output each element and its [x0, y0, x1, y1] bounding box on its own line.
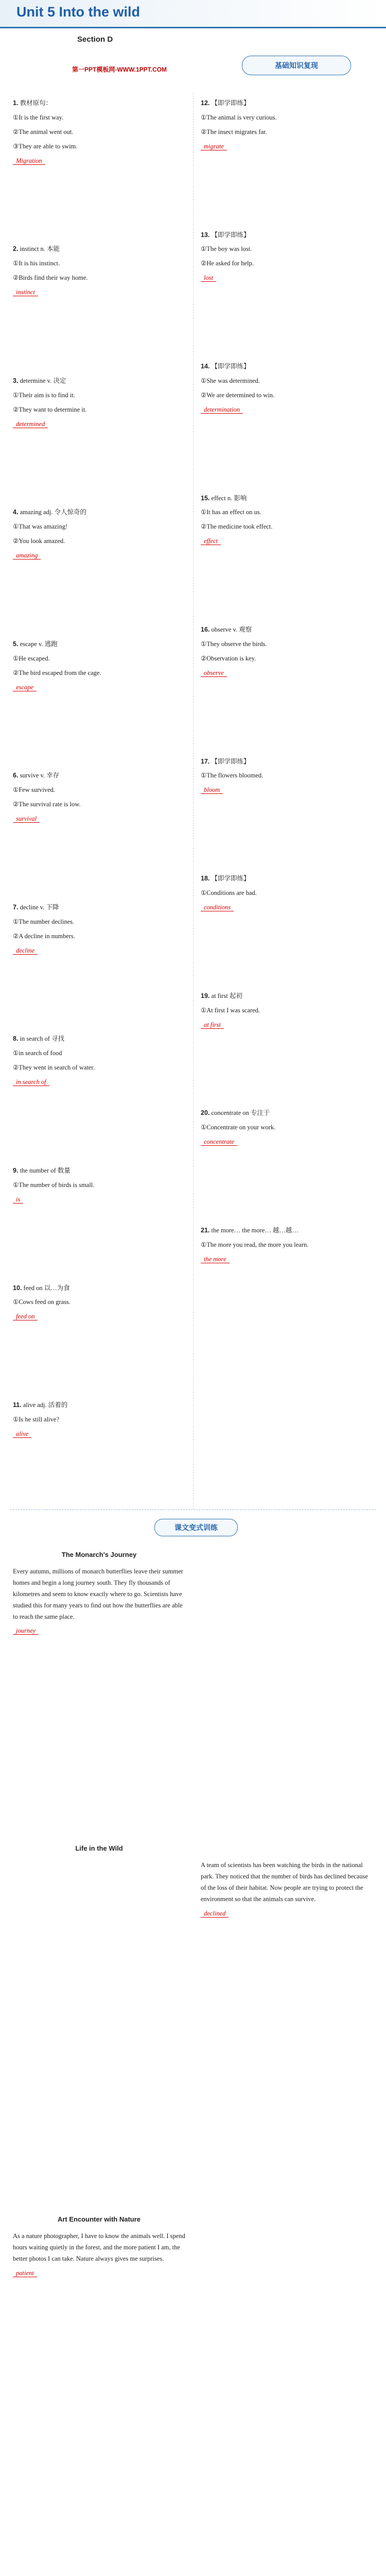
example-line: ①It is the first way.	[13, 113, 64, 121]
answer-line	[201, 1020, 373, 1031]
answer-blank: patient	[13, 2269, 37, 2277]
item-heading: the number of 数量	[20, 1166, 71, 1174]
vocab-item	[201, 1225, 373, 1265]
item-number: 18.	[201, 875, 210, 883]
vocab-item	[13, 639, 185, 693]
answer-blank: Migration	[13, 157, 45, 165]
vocab-item	[13, 770, 185, 825]
example-line: ②The medicine took effect.	[201, 523, 273, 531]
vocab-head	[201, 361, 373, 372]
answer-line	[201, 536, 373, 547]
answer-line	[13, 550, 185, 562]
item-number: 19.	[201, 992, 210, 999]
answer-line	[13, 682, 185, 693]
vocab-item	[201, 991, 373, 1031]
answer-blank: journey	[13, 1627, 39, 1635]
example-line: ①The animal is very curious.	[201, 113, 277, 121]
vocab-item	[201, 624, 373, 679]
item-number: 20.	[201, 1109, 210, 1117]
item-number: 14.	[201, 363, 210, 370]
answer-blank: determination	[201, 406, 243, 414]
example-line: ①It is his instinct.	[13, 260, 60, 267]
example-line: ②Observation is key.	[201, 654, 256, 662]
item-number: 3.	[13, 377, 19, 384]
item-heading: the more… the more… 越…越…	[211, 1227, 299, 1234]
example-line: ①The number declines.	[13, 918, 75, 925]
vocab-item	[201, 230, 373, 284]
item-number: 8.	[13, 1035, 19, 1043]
example-line: ②Birds find their way home.	[13, 274, 88, 282]
item-heading: 【即学即练】	[211, 875, 250, 883]
vocab-item	[13, 244, 185, 298]
answer-line	[201, 141, 373, 152]
answer-line	[13, 1311, 185, 1323]
vocab-item	[201, 1108, 373, 1148]
answer-blank: the more	[201, 1256, 230, 1263]
vocab-head	[13, 1283, 185, 1294]
vocab-item	[13, 1165, 185, 1206]
answer-line	[201, 1254, 373, 1265]
vocab-item	[201, 493, 373, 548]
item-heading: 【即学即练】	[211, 99, 250, 107]
answer-line	[201, 785, 373, 796]
vocab-head	[201, 493, 373, 504]
example-line: ③They are able to swim.	[13, 142, 78, 150]
item-number: 15.	[201, 494, 210, 502]
answer-blank: effect	[201, 537, 221, 545]
item-number: 2.	[13, 245, 19, 253]
example-line: ①Few survived.	[13, 786, 56, 794]
vocab-head	[13, 902, 185, 913]
answer-line	[13, 1194, 185, 1206]
example-line: ①The more you read, the more you learn.	[201, 1241, 309, 1248]
answer-blank: escape	[13, 684, 37, 691]
example-line: ①Concentrate on your work.	[201, 1124, 276, 1131]
vocab-item	[13, 1033, 185, 1088]
site-link[interactable]: 第一PPT模板网-WWW.1PPT.COM	[72, 66, 167, 73]
answer-line	[201, 902, 373, 913]
item-number: 17.	[201, 757, 210, 765]
item-heading: effect n. 影响	[211, 494, 247, 502]
item-number: 1.	[13, 99, 19, 107]
answer-line	[13, 419, 185, 430]
item-number: 5.	[13, 640, 19, 648]
example-line: ①Is he still alive?	[13, 1416, 60, 1423]
vocab-head	[201, 230, 373, 241]
example-line: ②They went in search of water.	[13, 1064, 95, 1072]
example-line: ①It has an effect on us.	[201, 509, 261, 516]
vocab-head	[13, 770, 185, 782]
item-heading: in search of 寻找	[20, 1035, 64, 1043]
item-number: 16.	[201, 626, 210, 633]
practice-pill: 课文变式训练	[154, 1519, 238, 1536]
item-number: 4.	[13, 509, 19, 516]
passage-body	[13, 1566, 185, 1637]
right-column	[201, 98, 373, 1343]
answer-blank: in search of	[13, 1078, 49, 1086]
answer-blank: concentrate	[201, 1138, 237, 1146]
answer-line	[201, 273, 373, 284]
example-line: ①She was determined.	[201, 377, 260, 384]
vocab-item	[13, 1400, 185, 1440]
answer-line	[13, 287, 185, 298]
passage-text: Every autumn, millions of monarch butterflies leave their summer homes and begin a long journey south. They fly thousands of kilometres and seem to know exactly where to go. Scientists have studied this for many years to find out how the butterflies are able to reach the same place.	[13, 1568, 183, 1620]
vocab-item	[201, 756, 373, 796]
passage-body	[13, 2231, 185, 2279]
answer-line	[13, 814, 185, 825]
item-heading: alive adj. 活着的	[23, 1401, 68, 1409]
answer-line	[13, 156, 185, 167]
section-label: Section D	[77, 35, 113, 44]
answer-line	[201, 668, 373, 679]
example-line: ①The flowers bloomed.	[201, 772, 264, 779]
answer-blank: lost	[201, 274, 216, 282]
vocab-head	[13, 1033, 185, 1045]
item-heading: survive v. 幸存	[20, 772, 60, 779]
item-number: 12.	[201, 99, 210, 107]
vocab-head	[201, 98, 373, 109]
header	[0, 0, 386, 88]
answer-blank: migrate	[201, 143, 227, 150]
example-line: ①The boy was lost.	[201, 245, 252, 253]
vocab-item	[201, 361, 373, 416]
item-heading: 【即学即练】	[211, 231, 250, 239]
left-column	[13, 98, 185, 1517]
example-line: ①Cows feed on grass.	[13, 1298, 71, 1306]
example-line: ①The number of birds is small.	[13, 1181, 95, 1189]
passage-title: Art Encounter with Nature	[57, 2215, 141, 2223]
answer-blank: amazing	[13, 552, 41, 560]
example-line: ②He asked for help.	[201, 260, 254, 267]
vocab-head	[201, 991, 373, 1002]
answer-blank: feed on	[13, 1313, 38, 1320]
vocab-item	[13, 1283, 185, 1323]
item-number: 6.	[13, 772, 19, 779]
item-heading: at first 起初	[211, 992, 242, 999]
vocab-head	[201, 624, 373, 636]
example-line: ①He escaped.	[13, 654, 50, 662]
column-divider	[193, 93, 194, 1510]
answer-blank: instinct	[13, 289, 38, 296]
example-line: ②We are determined to win.	[201, 391, 275, 399]
example-line: ②The insect migrates far.	[201, 128, 267, 135]
vocab-item	[13, 902, 185, 957]
vocab-head	[201, 1225, 373, 1236]
item-heading: 教材原句：	[20, 99, 52, 107]
example-line: ①in search of food	[13, 1049, 62, 1057]
section-pill: 基础知识复现	[242, 56, 351, 75]
answer-blank: observe	[201, 669, 227, 677]
example-line: ①At first I was scared.	[201, 1006, 260, 1014]
answer-blank: bloom	[201, 786, 223, 794]
vocab-item	[13, 98, 185, 166]
item-heading: 【即学即练】	[211, 363, 250, 370]
passage-text: As a nature photographer, I have to know the animals well. I spend hours waiting quietly in the forest, and the more patient I am, the better photos I can take. Nature always gives me surprises.	[13, 2232, 185, 2262]
item-number: 21.	[201, 1227, 210, 1234]
item-heading: feed on 以…为食	[23, 1284, 70, 1292]
answer-line	[13, 1429, 185, 1440]
item-heading: determine v. 决定	[20, 377, 66, 384]
item-number: 7.	[13, 903, 19, 911]
vocab-head	[201, 873, 373, 885]
answer-blank: determined	[13, 420, 48, 428]
vocab-head	[13, 507, 185, 518]
vocab-head	[13, 244, 185, 255]
vocab-head	[13, 639, 185, 650]
answer-blank: survival	[13, 815, 40, 823]
vocab-item	[201, 98, 373, 152]
item-heading: observe v. 观察	[211, 626, 252, 633]
example-line: ②A decline in numbers.	[13, 932, 75, 940]
item-heading: escape v. 逃跑	[20, 640, 58, 648]
vocab-item	[201, 873, 373, 913]
item-heading: amazing adj. 令人惊奇的	[20, 509, 87, 516]
answer-blank: alive	[13, 1430, 31, 1438]
answer-line	[13, 945, 185, 957]
passage-text: A team of scientists has been watching the birds in the national park. They noticed that the number of birds has declined because of the loss of their habitat. Now people are trying to protect the environment so that the animals can survive.	[201, 1861, 369, 1903]
example-line: ①They observe the birds.	[201, 640, 267, 648]
passage-title: Life in the Wild	[75, 1844, 123, 1852]
example-line: ①Conditions are bad.	[201, 889, 257, 896]
passage-body	[201, 1860, 373, 1919]
item-number: 10.	[13, 1284, 22, 1292]
example-line: ②You look amazed.	[13, 537, 65, 545]
unit-title: Unit 5 Into the wild	[16, 4, 140, 20]
vocab-head	[13, 1165, 185, 1177]
example-line: ②The survival rate is low.	[13, 801, 81, 808]
vocab-head	[13, 98, 185, 109]
example-line: ①Their aim is to find it.	[13, 391, 75, 399]
example-line: ①That was amazing!	[13, 523, 68, 531]
answer-line	[13, 1077, 185, 1088]
vocab-item	[13, 507, 185, 562]
vocab-item	[13, 376, 185, 430]
vocab-head	[13, 376, 185, 387]
answer-blank: conditions	[201, 904, 234, 911]
answer-line	[201, 1137, 373, 1148]
vocab-head	[201, 1108, 373, 1119]
answer-blank: declined	[201, 1910, 229, 1918]
example-line: ②They want to determine it.	[13, 405, 87, 413]
answer-blank: at first	[201, 1021, 224, 1029]
example-line: ②The bird escaped from the cage.	[13, 669, 101, 676]
answer-line	[201, 404, 373, 416]
item-heading: 【即学即练】	[211, 757, 250, 765]
item-heading: concentrate on 专注于	[211, 1109, 270, 1117]
item-number: 9.	[13, 1166, 19, 1174]
answer-blank: decline	[13, 947, 38, 955]
item-number: 13.	[201, 231, 210, 239]
item-heading: instinct n. 本能	[20, 245, 60, 253]
passage-title: The Monarch's Journey	[61, 1551, 137, 1558]
vocab-head	[13, 1400, 185, 1411]
example-line: ②The animal went out.	[13, 128, 74, 135]
item-heading: decline v. 下降	[20, 903, 59, 911]
item-number: 11.	[13, 1401, 22, 1409]
answer-blank: is	[13, 1196, 23, 1204]
vocab-head	[201, 756, 373, 768]
